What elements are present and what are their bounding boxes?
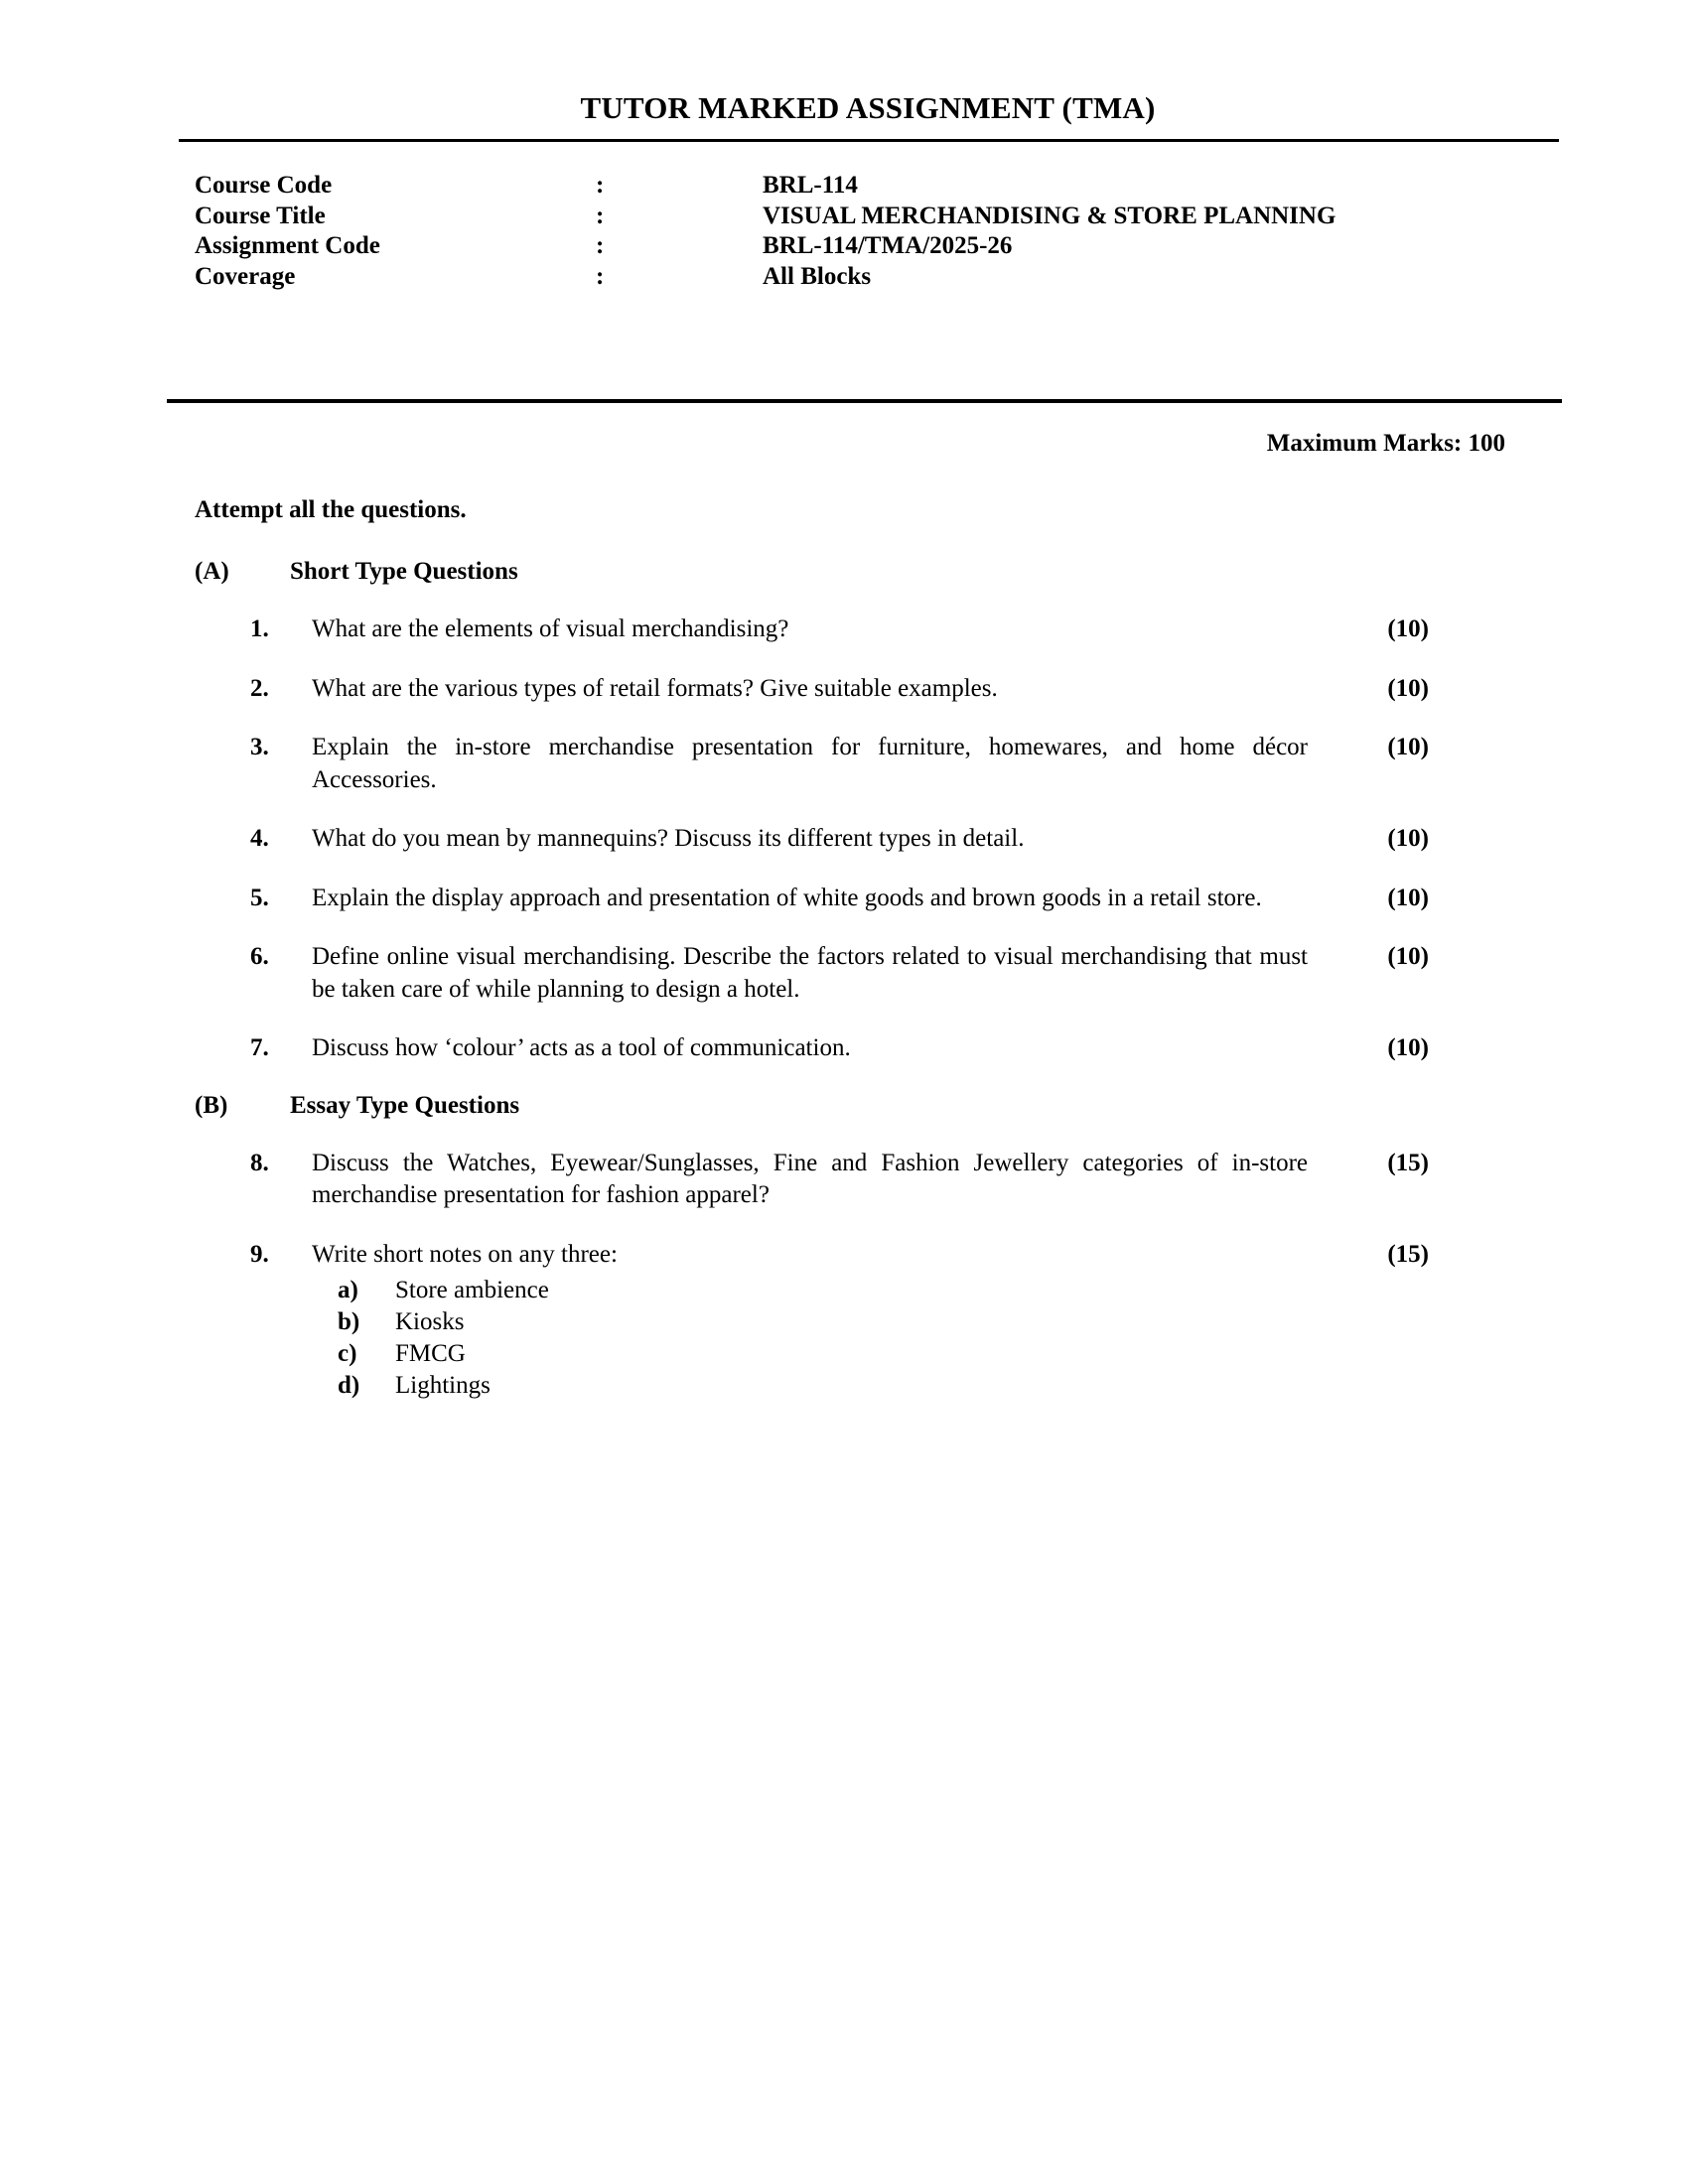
- question-number: 1.: [250, 615, 269, 642]
- question-item: [195, 883, 1505, 915]
- question-number: 4.: [250, 825, 269, 852]
- meta-value-assignment-code: BRL-114/TMA/2025-26: [763, 232, 1013, 259]
- question-text: Discuss how ‘colour’ acts as a tool of communication.: [312, 1034, 851, 1061]
- question-item: [195, 1239, 1505, 1403]
- question-number: 2.: [250, 674, 269, 702]
- question-number: 6.: [250, 943, 269, 970]
- question-text: Explain the display approach and presentation of white goods and brown goods in a retail store.: [312, 884, 1262, 911]
- question-text: Explain the in-store merchandise presentation for furniture, homewares, and home décor Accessories.: [312, 734, 1308, 793]
- question-marks: (10): [1387, 1034, 1429, 1061]
- instruction-text: Attempt all the questions.: [195, 496, 467, 523]
- page-title: TUTOR MARKED ASSIGNMENT (TMA): [580, 90, 1156, 125]
- question-number: 5.: [250, 884, 269, 911]
- meta-label-course-code: Course Code: [195, 172, 333, 199]
- question-marks: (10): [1387, 884, 1429, 911]
- question-item: [195, 732, 1505, 796]
- section-heading-a: [195, 558, 1505, 586]
- question-text: What are the elements of visual merchandising?: [312, 615, 789, 642]
- question-marks: (10): [1387, 734, 1429, 760]
- meta-colon: :: [596, 262, 605, 290]
- subitem-label: Kiosks: [395, 1308, 465, 1335]
- section-title-b: Essay Type Questions: [290, 1091, 520, 1119]
- meta-label-coverage: Coverage: [195, 262, 296, 290]
- question-number: 3.: [250, 734, 269, 760]
- meta-colon: :: [596, 202, 605, 229]
- section-letter-b: (B): [195, 1091, 228, 1119]
- meta-colon: :: [596, 172, 605, 199]
- subitem-letter: c): [338, 1340, 357, 1367]
- meta-value-coverage: All Blocks: [763, 262, 872, 290]
- question-item: [195, 941, 1505, 1006]
- question-marks: (10): [1387, 943, 1429, 970]
- subitem-letter: a): [338, 1277, 358, 1303]
- header-divider-bottom: [167, 399, 1562, 403]
- maximum-marks: Maximum Marks: 100: [1266, 430, 1505, 457]
- meta-label-course-title: Course Title: [195, 202, 326, 229]
- meta-label-assignment-code: Assignment Code: [195, 232, 380, 259]
- question-item: [195, 673, 1505, 706]
- question-item: [195, 823, 1505, 856]
- meta-row-course-title: [195, 202, 1505, 231]
- list-item: [312, 1338, 1308, 1370]
- question-text: Define online visual merchandising. Describe the factors related to visual merchandising that must be taken care of while planning to design a hotel.: [312, 943, 1308, 1003]
- subitem-label: Lightings: [395, 1372, 491, 1399]
- subitem-label: FMCG: [395, 1340, 466, 1367]
- question-text-block: [312, 1239, 1314, 1403]
- question-marks: (10): [1387, 674, 1429, 702]
- question-item: [195, 614, 1505, 646]
- question-number: 9.: [250, 1240, 269, 1268]
- section-title-a: Short Type Questions: [290, 558, 518, 585]
- question-item: [195, 1032, 1505, 1065]
- question-marks: (15): [1387, 1240, 1429, 1268]
- question-number: 7.: [250, 1034, 269, 1061]
- question-marks: (10): [1387, 615, 1429, 642]
- list-item: [312, 1275, 1308, 1306]
- question-text: Discuss the Watches, Eyewear/Sunglasses, Fine and Fashion Jewellery categories of in-store merchandise presentation for fashion apparel?: [312, 1149, 1308, 1208]
- section-heading-b: [195, 1092, 1505, 1120]
- course-meta-table: [195, 171, 1505, 292]
- meta-value-course-title: VISUAL MERCHANDISING & STORE PLANNING: [763, 202, 1336, 229]
- questions-area: [195, 558, 1505, 1429]
- subitem-letter: b): [338, 1308, 360, 1335]
- subitem-label: Store ambience: [395, 1277, 549, 1303]
- section-letter-a: (A): [195, 558, 229, 585]
- list-item: [312, 1306, 1308, 1338]
- question-marks: (10): [1387, 825, 1429, 852]
- question-marks: (15): [1387, 1149, 1429, 1176]
- question-subitem-list: [312, 1275, 1308, 1402]
- list-item: [312, 1370, 1308, 1402]
- question-number: 8.: [250, 1149, 269, 1176]
- meta-value-course-code: BRL-114: [763, 172, 858, 199]
- meta-row-coverage: [195, 262, 1505, 292]
- meta-colon: :: [596, 232, 605, 259]
- question-text: What do you mean by mannequins? Discuss its different types in detail.: [312, 825, 1025, 852]
- question-text: What are the various types of retail formats? Give suitable examples.: [312, 674, 998, 702]
- header-divider-top: [179, 139, 1559, 142]
- meta-row-assignment-code: [195, 231, 1505, 261]
- meta-row-course-code: [195, 171, 1505, 201]
- subitem-letter: d): [338, 1372, 360, 1399]
- question-text: Write short notes on any three:: [312, 1240, 618, 1268]
- question-item: [195, 1148, 1505, 1212]
